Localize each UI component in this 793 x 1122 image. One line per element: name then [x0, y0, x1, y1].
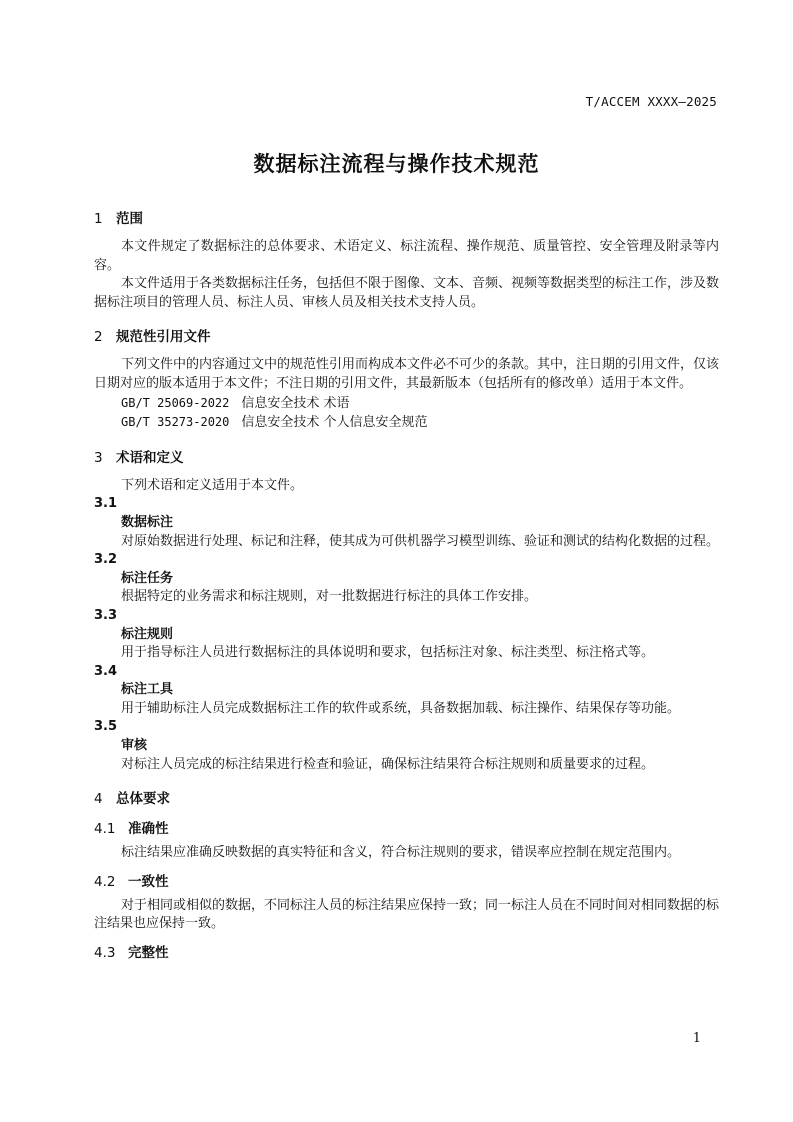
section-title: 范围: [116, 211, 143, 227]
section-heading-terms: [94, 447, 719, 469]
section-heading-scope: [94, 208, 719, 230]
section-number: 2: [94, 329, 103, 346]
subsection-title: 准确性: [128, 821, 169, 838]
document-code: T/ACCEM XXXX—2025: [585, 94, 717, 109]
paragraph: 标注结果应准确反映数据的真实特征和含义，符合标注规则的要求，错误率应控制在规定范围内。: [121, 845, 681, 861]
subsection-number: 4.1: [94, 821, 116, 838]
section-number: 1: [94, 211, 103, 227]
term-definition: 对原始数据进行处理、标记和注释，使其成为可供机器学习模型训练、验证和测试的结构化数据的过程。: [121, 533, 720, 549]
subsection-heading-accuracy: [94, 818, 719, 840]
reference-code: GB/T 35273-2020: [121, 415, 230, 430]
document-body: [94, 208, 719, 964]
page-number: 1: [692, 1031, 701, 1046]
document-title: 数据标注流程与操作技术规范: [253, 152, 540, 176]
section-number: 3: [94, 449, 103, 466]
section-number: 4: [94, 791, 103, 808]
section-title: 规范性引用文件: [116, 329, 211, 346]
subsection-heading-completeness: [94, 942, 719, 964]
reference-name: 信息安全技术 个人信息安全规范: [241, 415, 428, 431]
term-name: 审核: [121, 738, 148, 754]
reference-code: GB/T 25069-2022: [121, 395, 230, 410]
subsection-number: 4.2: [94, 873, 116, 890]
term-number: 3.4: [94, 663, 118, 679]
term-definition: 对标注人员完成的标注结果进行检查和验证，确保标注结果符合标注规则和质量要求的过程。: [121, 756, 655, 772]
term-name: 数据标注: [121, 514, 174, 530]
section-title: 总体要求: [116, 791, 170, 808]
term-name: 标注规则: [121, 626, 174, 642]
term-definition: 用于辅助标注人员完成数据标注工作的软件或系统，具备数据加载、标注操作、结果保存等功能。: [121, 700, 681, 716]
reference-item: [94, 413, 719, 433]
term-name: 标注任务: [121, 570, 174, 586]
subsection-number: 4.3: [94, 945, 116, 962]
paragraph: 本文件适用于各类数据标注任务，包括但不限于图像、文本、音频、视频等数据类型的标注工作，涉及数据标注项目的管理人员、标注人员、审核人员及相关技术支持人员。: [94, 276, 720, 310]
subsection-title: 一致性: [128, 873, 169, 890]
term-number: 3.3: [94, 607, 118, 623]
reference-name: 信息安全技术 术语: [241, 395, 350, 411]
term-name: 标注工具: [121, 682, 174, 698]
section-title: 术语和定义: [116, 449, 184, 466]
paragraph: 本文件规定了数据标注的总体要求、术语定义、标注流程、操作规范、质量管控、安全管理及附录等内容。: [94, 239, 719, 273]
paragraph: 下列术语和定义适用于本文件。: [121, 477, 304, 493]
term-number: 3.5: [94, 719, 118, 735]
reference-item: [94, 394, 719, 414]
paragraph: 对于相同或相似的数据，不同标注人员的标注结果应保持一致；同一标注人员在不同时间对相同数据的标注结果也应保持一致。: [94, 897, 720, 932]
term-number: 3.2: [94, 552, 118, 568]
term-definition: 用于指导标注人员进行数据标注的具体说明和要求，包括标注对象、标注类型、标注格式等。: [121, 645, 655, 661]
subsection-heading-consistency: [94, 871, 719, 893]
paragraph: 下列文件中的内容通过文中的规范性引用而构成本文件必不可少的条款。其中，注日期的引用文件，仅该日期对应的版本适用于本文件；不注日期的引用文件，其最新版本（包括所有的修改单）适用于本文件。: [94, 357, 720, 391]
section-heading-general-requirements: [94, 788, 719, 810]
term-number: 3.1: [94, 496, 118, 512]
section-heading-normative-references: [94, 326, 719, 348]
subsection-title: 完整性: [128, 945, 169, 962]
term-definition: 根据特定的业务需求和标注规则，对一批数据进行标注的具体工作安排。: [121, 589, 538, 605]
